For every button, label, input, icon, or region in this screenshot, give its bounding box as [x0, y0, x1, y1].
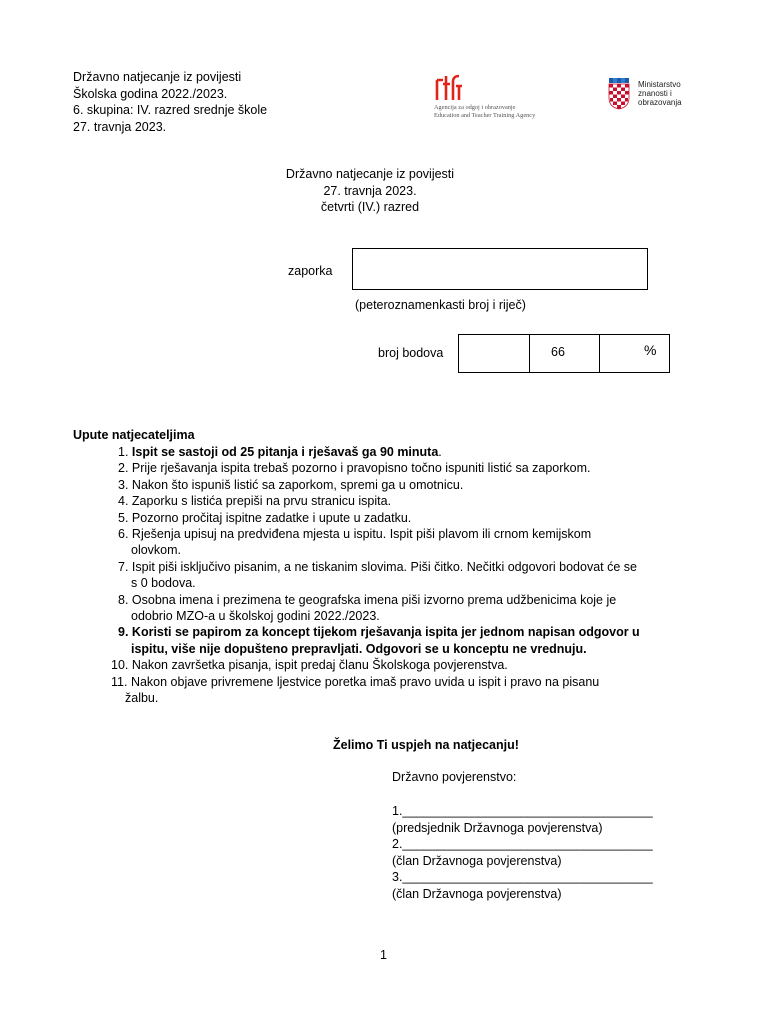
header-line: Školska godina 2022./2023.: [73, 86, 228, 101]
instruction-item: [118, 493, 678, 509]
header-info: [73, 69, 267, 135]
instruction-text: Rješenja upisuj na predviđena mjesta u ispitu. Ispit piši plavom ili crnom kemijskom: [131, 527, 592, 542]
percent-sign: %: [644, 342, 657, 358]
committee-label: Državno povjerenstvo:: [392, 770, 517, 784]
exam-title-block: [240, 166, 500, 216]
instruction-text-cont: žalbu.: [125, 691, 159, 706]
instruction-item: [118, 624, 678, 657]
instruction-item: [118, 510, 678, 526]
agency-name-en: Education and Teacher Training Agency: [434, 112, 536, 119]
instruction-text: Pozorno pročitaj ispitne zadatke i upute u zadatku.: [131, 510, 412, 525]
ministry-logo: [608, 78, 698, 114]
agency-logo: [432, 72, 542, 124]
zaporka-label: zaporka: [288, 264, 333, 278]
signature-line[interactable]: 2.____________________________________: [392, 837, 653, 851]
score-points-cell[interactable]: [459, 335, 530, 372]
instruction-text: Ispit se sastoji od 25 pitanja i rješavaš ga 90 minuta: [131, 445, 439, 459]
instruction-number: 5.: [118, 510, 129, 525]
instruction-number: 8.: [118, 592, 129, 607]
instruction-text: Zaporku s listića prepiši na prvu stranicu ispita.: [131, 494, 392, 509]
instruction-text-cont: olovkom.: [131, 543, 182, 558]
signature-role: (član Državnoga povjerenstva): [392, 886, 562, 901]
instruction-suffix: .: [438, 445, 442, 459]
instruction-text: Osobna imena i prezimena te geografska imena piši izvorno prema udžbenicima koje je: [131, 592, 617, 607]
instruction-item: [118, 444, 678, 460]
exam-date: 27. travnja 2023.: [323, 183, 417, 198]
instruction-number: 2.: [118, 461, 129, 476]
ministry-name-line: Ministarstvo: [638, 80, 681, 89]
instruction-number: 7.: [118, 559, 129, 574]
instruction-item: [111, 674, 678, 707]
instruction-text: Prije rješavanja ispita trebaš pozorno i pravopisno točno ispuniti listić sa zaporkom.: [131, 461, 591, 476]
header-line: Državno natjecanje iz povijesti: [73, 70, 242, 84]
score-table: [458, 334, 670, 373]
instruction-item: [118, 526, 678, 559]
agency-name-hr: Agencija za odgoj i obrazovanje: [434, 104, 516, 111]
score-label: broj bodova: [378, 346, 444, 360]
croatian-coat-of-arms-icon: [608, 78, 630, 110]
instruction-text: Ispit piši isključivo pisanim, a ne tiskanim slovima. Piši čitko. Nečitki odgovori bodovat će se: [131, 559, 637, 574]
instructions-title: Upute natjecateljima: [73, 428, 195, 442]
signature-line[interactable]: 3.____________________________________: [392, 870, 653, 884]
header-line: 6. skupina: IV. razred srednje škole: [73, 103, 268, 117]
page-number: 1: [380, 948, 387, 962]
instruction-text-cont: odobrio MZO-a u školskoj godini 2022./2023.: [131, 609, 380, 624]
instruction-number: 11.: [111, 674, 128, 689]
instruction-number: 6.: [118, 527, 129, 542]
ministry-name-line: znanosti i: [638, 89, 672, 98]
instruction-text-cont: ispitu, više nije dopušteno prepravljati. Odgovori se u konceptu ne vrednuju.: [131, 641, 587, 656]
good-luck-message: Želimo Ti uspjeh na natjecanju!: [333, 738, 519, 752]
instruction-number: 4.: [118, 494, 129, 509]
instruction-number: 1.: [118, 445, 129, 459]
instruction-text: Nakon objave privremene ljestvice poretka imaš pravo uvida u ispit i pravo na pisanu: [130, 674, 600, 689]
header-line: 27. travnja 2023.: [73, 119, 167, 134]
agency-logo-icon: [434, 72, 464, 102]
instruction-number: 9.: [118, 625, 129, 640]
signature-role: (predsjednik Državnoga povjerenstva): [392, 820, 603, 835]
instruction-item: [118, 460, 678, 476]
instruction-text-cont: s 0 bodova.: [131, 576, 196, 591]
instruction-number: 3.: [118, 477, 129, 492]
instruction-item: [118, 477, 678, 493]
instruction-item: [111, 657, 678, 673]
score-percent-cell[interactable]: [600, 335, 669, 372]
score-max-cell: [530, 335, 600, 372]
instruction-text: Koristi se papirom za koncept tijekom rješavanja ispita jer jednom napisan odgovor u: [131, 625, 640, 640]
instruction-item: [118, 592, 678, 625]
exam-grade: četvrti (IV.) razred: [320, 200, 420, 214]
exam-title: Državno natjecanje iz povijesti: [285, 167, 455, 181]
ministry-name-line: obrazovanja: [638, 98, 682, 107]
zaporka-field[interactable]: [352, 248, 648, 290]
signature-block: [392, 803, 653, 902]
instructions-list: [111, 444, 678, 707]
instruction-text: Nakon završetka pisanja, ispit predaj članu Školskoga povjerenstva.: [131, 658, 508, 673]
zaporka-note: (peteroznamenkasti broj i riječ): [355, 298, 526, 312]
signature-line[interactable]: 1.____________________________________: [392, 804, 653, 818]
signature-role: (član Državnoga povjerenstva): [392, 853, 562, 868]
instruction-text: Nakon što ispuniš listić sa zaporkom, spremi ga u omotnicu.: [131, 477, 464, 492]
instruction-number: 10.: [111, 658, 129, 673]
score-max: 66: [551, 345, 565, 359]
instruction-item: [118, 559, 678, 592]
